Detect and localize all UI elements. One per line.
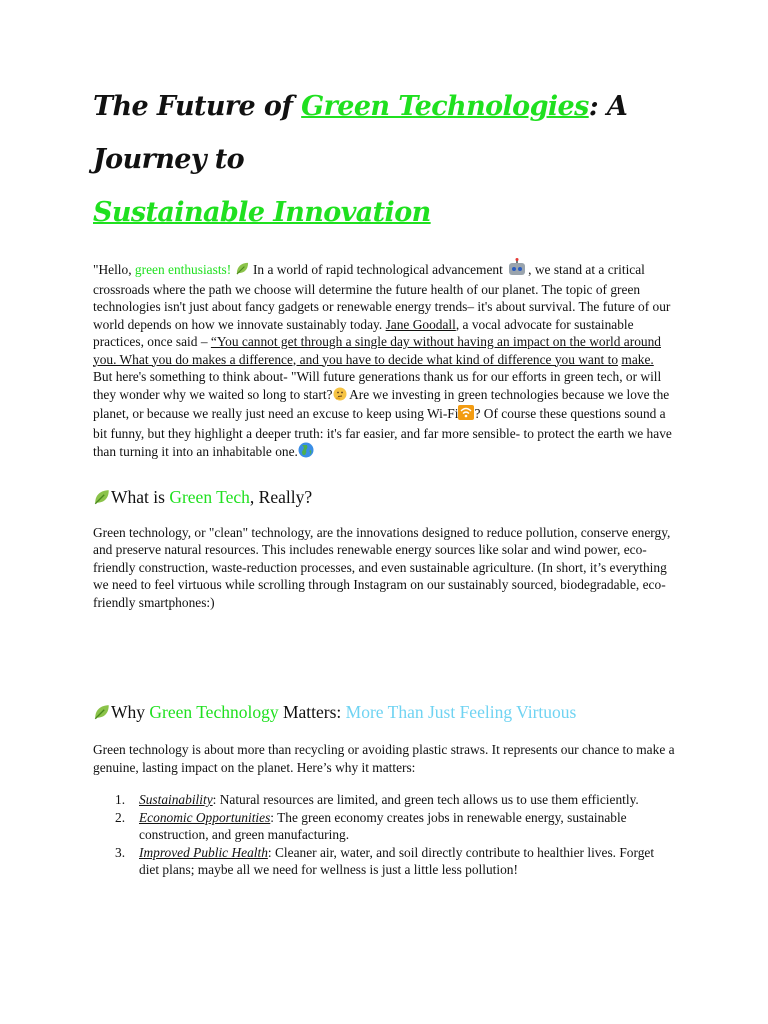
quote-text: “You cannot get through a single day without having an impact on the world around you. What you do makes a difference, and you have to decide what kind of difference you want to: [93, 334, 661, 367]
list-item-term: Sustainability: [139, 792, 213, 807]
globe-icon: [298, 442, 314, 463]
leaf-icon: [93, 489, 111, 505]
list-item-term: Economic Opportunities: [139, 809, 271, 825]
leaf-icon: [93, 704, 111, 720]
title-highlight: Sustainable Innovation: [93, 197, 431, 228]
title-text: : A Journey to: [93, 91, 628, 175]
section-heading-what-is-green-tech: What is Green Tech, Really?: [93, 485, 675, 509]
list-item: 3. Improved Public Health: Cleaner air, water, and soil directly contribute to healthier lives. Forget diet plans; maybe all we need for wellness is just a little less pollution!: [115, 844, 655, 877]
quote-text: make.: [621, 351, 654, 367]
wifi-icon: [458, 405, 474, 425]
reasons-list: [93, 791, 675, 879]
list-item: 1. Sustainability: Natural resources are limited, and green tech allows us to use them efficiently.: [115, 792, 639, 807]
section2-paragraph: Green technology is about more than recycling or avoiding plastic straws. It represents our chance to make a genuine, lasting impact on the planet. Here’s why it matters:: [93, 742, 675, 775]
green-enthusiasts-text: green enthusiasts!: [134, 262, 232, 277]
intro-paragraph: "Hello, green enthusiasts! In a world of rapid technological advancement , we stand at a critical crossroads where the path we choose will determine the future health of our planet. The topic of green technologies isn't just about fancy gadgets or renewable energy trends– it's about survival. The future of our world depends on how we innovate sustainably today. Jane Goodall, a vocal advocate for sustainable practices, once said – “You cannot get through a single day without having an impact on the world around you. What you do makes a difference, and you have to decide what kind of difference you want to make. But here's something to think about- "Will future generations thank us for our efforts in green tech, or will they wonder why we waited so long to start? Are we investing in green technologies because we love the planet, or because we really just need an excuse to keep using Wi-Fi ? Of course these questions sound a bit funny, but they highlight a deeper truth: it's far easier, and far more sensible- to protect the earth we have than turning it into an inhabitable one.: [93, 258, 675, 463]
person-link[interactable]: Jane Goodall: [385, 316, 456, 332]
section1-paragraph: Green technology, or "clean" technology, are the innovations designed to reduce pollution, conserve energy, and preserve natural resources. This includes renewable energy sources like solar and wind power, eco-friendly construction, waste-reduction processes, and even sustainable agriculture. (In short, it’s everything we need to feel virtuous while scrolling through Instagram on our sustainably sourced, biodegradable, eco-friendly smartphones:): [93, 524, 671, 610]
robot-icon: [506, 258, 528, 281]
thinking-face-icon: [333, 387, 347, 406]
document-page: [93, 80, 675, 879]
page-title: [93, 80, 675, 239]
leaf-icon: [235, 262, 250, 275]
title-highlight: Green Technologies: [301, 91, 589, 122]
list-item: 2. Economic Opportunities: The green economy creates jobs in renewable energy, sustainable construction, and green manufacturing.: [115, 809, 627, 842]
list-item-term: Improved Public Health: [139, 844, 268, 860]
title-text: The Future of: [93, 91, 302, 122]
section-heading-why-green-tech-matters: Why Green Technology Matters: More Than Just Feeling Virtuous: [93, 700, 675, 724]
